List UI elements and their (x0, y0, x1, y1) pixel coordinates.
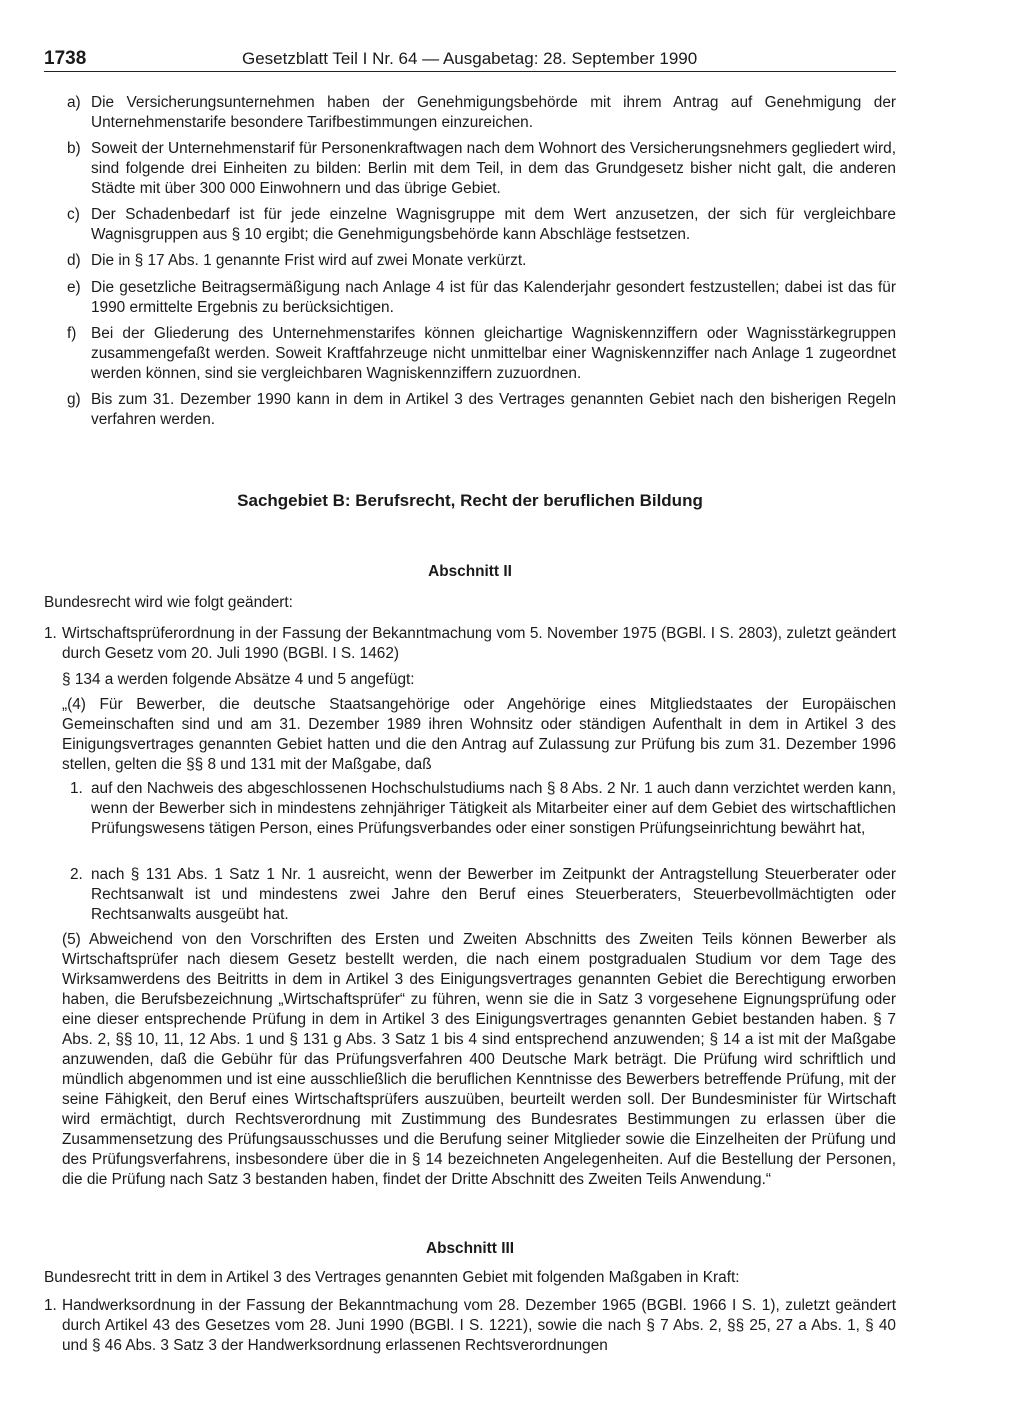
paragraph-134a: § 134 a werden folgende Absätze 4 und 5 angefügt: (62, 671, 415, 688)
item-label: f) (67, 325, 77, 342)
page-number: 1738 (44, 48, 87, 69)
list-item: Der Schadenbedarf ist für jede einzelne Wagnisgruppe mit dem Wert anzusetzen, der sich für vergleichbare Wagnisgruppen aus § 10 ergibt; die Genehmigungsbehörde kann Abschläge festsetzen. (91, 206, 896, 243)
list-item: Die Versicherungsunternehmen haben der Genehmigungsbehörde mit ihrem Antrag auf Genehmigung der Unternehmenstarife besondere Tarifbestimmungen einzureichen. (91, 94, 896, 131)
abschnitt-iii-heading: Abschnitt III (425, 1240, 515, 1257)
header-title: Gesetzblatt Teil I Nr. 64 — Ausgabetag: 28. September 1990 (242, 49, 698, 68)
item-label: e) (67, 279, 81, 296)
item-label: a) (67, 94, 81, 111)
list-item: Bei der Gliederung des Unternehmenstarifes können gleichartige Wagniskennziffern oder Wagnisstärkegruppen zusammengefaßt werden. Soweit Kraftfahrzeuge nicht unmittelbar einer Wagniskennziffer nach Anlage 1 zugeordnet werden können, sind sie vergleichbaren Wagniskennziffern zuzuordnen. (91, 325, 896, 382)
item-label: b) (67, 140, 81, 157)
header-rule (44, 71, 896, 72)
item-label: 1. (44, 625, 57, 642)
list-item: Soweit der Unternehmenstarif für Personenkraftwagen nach dem Wohnort des Versicherungsnehmers gegliedert wird, sind folgende drei Einheiten zu bilden: Berlin mit dem Teil, in dem das Grundgesetz bisher nicht galt, die anderen Städte mit über 300 000 Einwohnern und das übrige Gebiet. (91, 140, 896, 197)
item-label: 2. (70, 866, 83, 883)
section-heading: Sachgebiet B: Berufsrecht, Recht der beruflichen Bildung (237, 491, 703, 510)
sub-item: auf den Nachweis des abgeschlossenen Hochschulstudiums nach § 8 Abs. 2 Nr. 1 auch dann verzichtet werden kann, wenn der Bewerber sich in mindestens zehnjähriger Tätigkeit als Mitarbeiter einer auf dem Gebiet des wirtschaftlichen Prüfungswesens tätigen Person, eines Prüfungsverbandes oder einer sonstigen Prüfungseinrichtung bewährt hat, (91, 780, 896, 837)
abschnitt-iii-intro: Bundesrecht tritt in dem in Artikel 3 des Vertrages genannten Gebiet mit folgenden Maßgaben in Kraft: (44, 1269, 740, 1286)
sub-item: nach § 131 Abs. 1 Satz 1 Nr. 1 ausreicht, wenn der Bewerber im Zeitpunkt der Antragstellung Steuerberater oder Rechtsanwalt ist und mindestens zwei Jahre den Beruf eines Steuerberaters, Steuerbevollmächtigten oder Rechtsanwalts ausgeübt hat. (91, 866, 896, 923)
page-header (44, 48, 896, 70)
item-label: c) (67, 206, 80, 223)
item-label: 1. (44, 1297, 57, 1314)
list-item: Bis zum 31. Dezember 1990 kann in dem in Artikel 3 des Vertrages genannten Gebiet nach den bisherigen Regeln verfahren werden. (91, 391, 896, 428)
item-label: g) (67, 391, 81, 408)
item-label: d) (67, 252, 81, 269)
item-label: 1. (70, 780, 83, 797)
abschnitt-ii-intro: Bundesrecht wird wie folgt geändert: (44, 594, 293, 611)
list-item: Die in § 17 Abs. 1 genannte Frist wird auf zwei Monate verkürzt. (91, 252, 527, 269)
paragraph-4: „(4) Für Bewerber, die deutsche Staatsangehörige oder Angehörige eines Mitgliedstaates der Europäischen Gemeinschaften sind und am 31. Dezember 1989 ihren Wohnsitz oder ständigen Aufenthalt in dem in Artikel 3 des Einigungsvertrages genannten Gebiet hatten und die den Antrag auf Zulassung zur Prüfung bis zum 31. Dezember 1996 stellen, gelten die §§ 8 und 131 mit der Maßgabe, daß (62, 696, 896, 773)
law-item: Wirtschaftsprüferordnung in der Fassung der Bekanntmachung vom 5. November 1975 (BGBl. I S. 2803), zuletzt geändert durch Gesetz vom 20. Juli 1990 (BGBl. I S. 1462) (62, 625, 896, 662)
law-item: Handwerksordnung in der Fassung der Bekanntmachung vom 28. Dezember 1965 (BGBl. 1966 I S. 1), zuletzt geändert durch Artikel 43 des Gesetzes vom 28. Juni 1990 (BGBl. I S. 1221), sowie die nach § 7 Abs. 2, §§ 25, 27 a Abs. 1, § 40 und § 46 Abs. 3 Satz 3 der Handwerksordnung erlassenen Rechtsverordnungen (62, 1297, 896, 1354)
list-item: Die gesetzliche Beitragsermäßigung nach Anlage 4 ist für das Kalenderjahr gesondert festzustellen; dabei ist das für 1990 ermittelte Ergebnis zu berücksichtigen. (91, 279, 896, 316)
paragraph-5: (5) Abweichend von den Vorschriften des Ersten und Zweiten Abschnitts des Zweiten Teils können Bewerber als Wirtschaftsprüfer nach diesem Gesetz bestellt werden, die nach einem postgradualen Studium vor dem Tage des Wirksamwerdens des Beitritts in dem in Artikel 3 des Einigungsvertrages genannten Gebiet die Berechtigung erworben haben, die Berufsbezeichnung „Wirtschaftsprüfer“ zu führen, wenn sie die in Satz 3 vorgesehene Eignungsprüfung oder eine dieser entsprechende Prüfung in dem in Artikel 3 des Einigungsvertrages genannten Gebiet bestanden haben. § 7 Abs. 2, §§ 10, 11, 12 Abs. 1 und § 131 g Abs. 3 Satz 1 bis 4 sind entsprechend anzuwenden; § 14 a ist mit der Maßgabe anzuwenden, daß die Gebühr für das Prüfungsverfahren 400 Deutsche Mark beträgt. Die Prüfung wird schriftlich und mündlich abgenommen und ist eine ausschließlich die beruflichen Kenntnisse des Bewerbers betreffende Prüfung, mit der seine Fähigkeit, den Beruf eines Wirtschaftsprüfers auszuüben, beurteilt werden soll. Der Bundesminister für Wirtschaft wird ermächtigt, durch Rechtsverordnung mit Zustimmung des Bundesrates Bestimmungen zu erlassen über die Zusammensetzung des Prüfungsausschusses und die Berufung seiner Mitglieder sowie die Einzelheiten der Prüfung und des Prüfungsverfahrens, insbesondere über die in § 14 bezeichneten Angelegenheiten. Auf die Bestellung der Personen, die die Prüfung nach Satz 3 bestanden haben, findet der Dritte Abschnitt des Zweiten Teils Anwendung.“ (62, 931, 896, 1188)
abschnitt-ii-heading: Abschnitt II (428, 563, 512, 580)
